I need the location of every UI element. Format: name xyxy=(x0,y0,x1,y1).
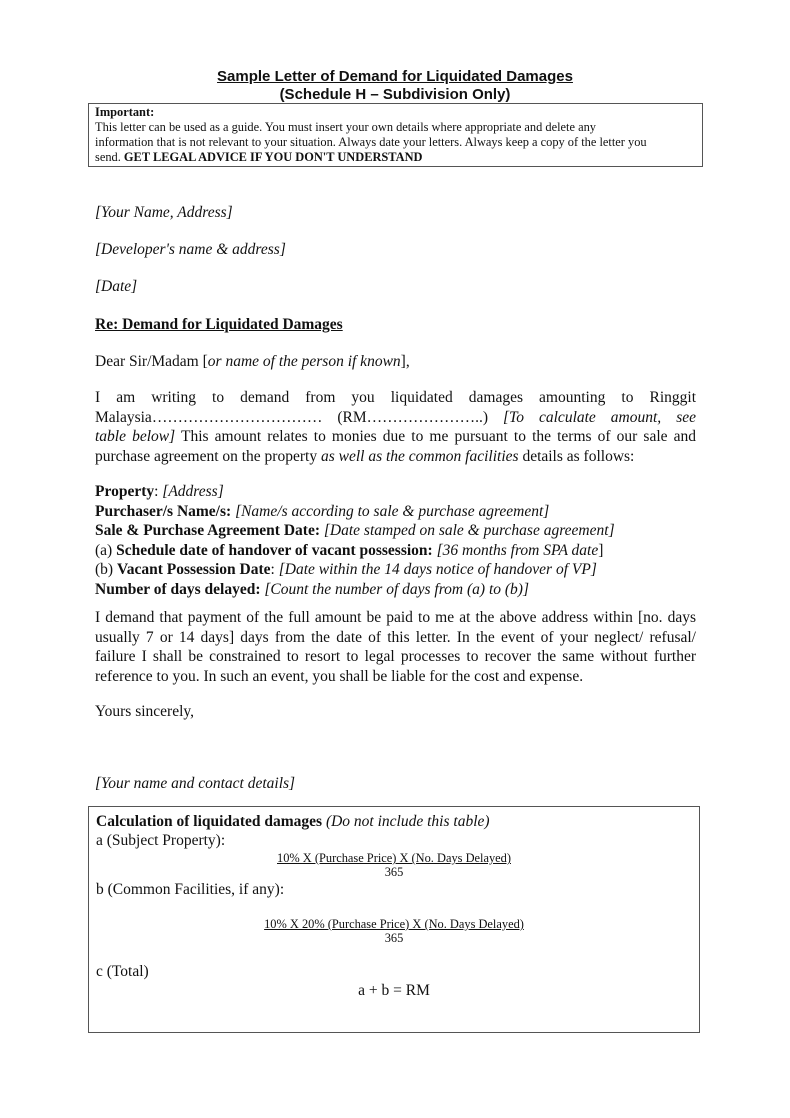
amount-blanks: Malaysia…………………………… (RM…………………..) xyxy=(95,408,504,426)
detail-prefix: (b) xyxy=(95,561,117,578)
detail-sep: : xyxy=(270,561,279,578)
calculation-box xyxy=(88,806,700,1033)
calc-b-numerator: 10% X 20% (Purchase Price) X (No. Days Delayed) xyxy=(264,917,524,931)
document-subtitle: (Schedule H – Subdivision Only) xyxy=(279,86,511,103)
salutation-end: ], xyxy=(400,353,410,370)
payment-line-3: failure I shall be constrained to resort to legal processes to recover the same without further xyxy=(95,648,696,665)
detail-label: Number of days delayed: xyxy=(95,580,261,598)
demand-line-4-text: purchase agreement on the property xyxy=(95,447,321,465)
common-facilities-note: as well as the common facilities xyxy=(320,447,519,465)
detail-value: [Date stamped on sale & purchase agreement] xyxy=(323,522,615,539)
demand-line-3-text: This amount relates to monies due to me pursuant to the terms of our sale and xyxy=(175,428,696,445)
detail-purchaser xyxy=(95,502,696,522)
detail-schedule-date xyxy=(95,541,696,561)
calculation-heading xyxy=(96,812,490,831)
detail-label: Vacant Possession Date xyxy=(116,561,271,578)
letter-date: [Date] xyxy=(95,278,138,295)
detail-sep: : xyxy=(154,483,163,500)
demand-paragraph xyxy=(95,388,696,466)
detail-value: [Address] xyxy=(162,483,224,500)
calc-c-label: c (Total) xyxy=(96,963,149,980)
important-line-3-text: send. xyxy=(95,150,124,164)
detail-value: [Date within the 14 days notice of handover of VP] xyxy=(278,561,597,578)
detail-label: Sale & Purchase Agreement Date: xyxy=(95,522,320,539)
detail-vp-date xyxy=(95,560,696,580)
calc-a-numerator: 10% X (Purchase Price) X (No. Days Delayed) xyxy=(277,851,511,865)
important-line-1: This letter can be used as a guide. You must insert your own details where appropriate and delete any xyxy=(95,120,596,134)
signature-placeholder: [Your name and contact details] xyxy=(95,775,296,792)
important-heading: Important: xyxy=(95,105,155,119)
detail-days-delayed xyxy=(95,580,696,600)
detail-label: Property xyxy=(95,483,155,500)
property-details xyxy=(95,482,696,599)
calc-c-formula: a + b = RM xyxy=(358,982,430,999)
calculation-heading-text: Calculation of liquidated damages xyxy=(96,813,323,830)
recipient-address: [Developer's name & address] xyxy=(95,241,286,258)
important-line-2: information that is not relevant to your situation. Always date your letters. Always keep a copy of the letter you xyxy=(95,135,647,149)
closing: Yours sincerely, xyxy=(95,703,195,720)
calc-note-end: table below] xyxy=(95,428,176,445)
detail-spa-date xyxy=(95,521,696,541)
payment-line-2: usually 7 or 14 days] days from the date of this letter. In the event of your neglect/ refusal/ xyxy=(95,628,696,646)
important-notice-box xyxy=(88,103,703,167)
detail-property xyxy=(95,482,696,502)
detail-label: Purchaser/s Name/s: xyxy=(95,502,232,520)
calculation-heading-note: (Do not include this table) xyxy=(325,813,490,830)
detail-value: [Count the number of days from (a) to (b)] xyxy=(264,580,529,598)
calc-b-denominator: 365 xyxy=(384,931,404,945)
demand-line-4 xyxy=(95,447,696,467)
calc-note: [To calculate amount, see xyxy=(503,408,696,426)
demand-line-3 xyxy=(95,427,696,447)
salutation-placeholder: or name of the person if known xyxy=(207,353,401,370)
letter-subject: Re: Demand for Liquidated Damages xyxy=(95,316,343,333)
calc-b-label: b (Common Facilities, if any): xyxy=(96,881,285,898)
detail-prefix: (a) xyxy=(95,541,117,559)
demand-line-1: I am writing to demand from you liquidated damages amounting to Ringgit xyxy=(95,389,696,406)
detail-label: Schedule date of handover of vacant possession: xyxy=(116,541,433,559)
salutation-text: Dear Sir/Madam [ xyxy=(95,353,208,370)
important-line-3 xyxy=(95,150,696,165)
title-line-1: Sample Letter of Demand for Liquidated Damages xyxy=(217,68,573,85)
payment-line-4: reference to you. In such an event, you shall be liable for the cost and expense. xyxy=(95,667,584,685)
payment-demand-paragraph xyxy=(95,608,696,686)
legal-advice-warning: GET LEGAL ADVICE IF YOU DON'T UNDERSTAND xyxy=(123,150,423,164)
demand-line-2 xyxy=(95,408,696,428)
detail-value: [Name/s according to sale & purchase agreement] xyxy=(235,502,550,520)
document-title xyxy=(0,68,790,86)
sender-address: [Your Name, Address] xyxy=(95,204,233,221)
payment-line-1: I demand that payment of the full amount be paid to me at the above address within [no. days xyxy=(95,609,696,626)
salutation xyxy=(95,352,696,372)
detail-suffix: ] xyxy=(598,541,604,559)
detail-value: [36 months from SPA date xyxy=(436,541,599,559)
calc-a-formula xyxy=(89,851,699,879)
calc-b-formula xyxy=(89,917,699,945)
calc-a-denominator: 365 xyxy=(384,865,404,879)
calc-a-label: a (Subject Property): xyxy=(96,832,226,849)
demand-line-4-end: details as follows: xyxy=(518,447,635,465)
